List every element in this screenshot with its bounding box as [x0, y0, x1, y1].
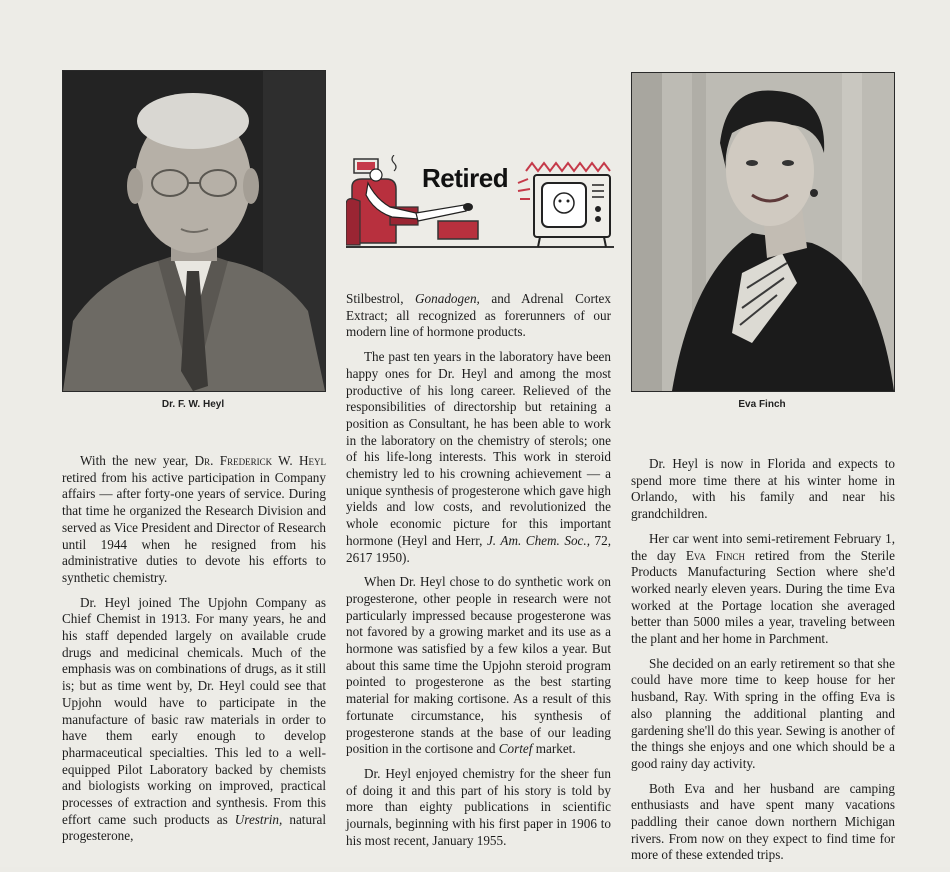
product-name: Cortef [498, 741, 533, 757]
portrait-photo-heyl [62, 70, 326, 392]
text-run: 72, 2617 1950). [346, 532, 612, 565]
person-name: Eva Finch [685, 547, 745, 563]
text-run: retired from the Sterile Products Manufacturing Section where she'd worked nearly eleven years. During the time Eva worked at the Portage location she averaged better than 5000 miles a year, traveling between the plant and her home in Parchment. [631, 547, 895, 647]
portrait-photo-finch [631, 72, 895, 392]
text-run: and Adrenal Cortex Extract; all recognized as forerunners of our modern line of hormone products. [346, 291, 612, 340]
paragraph [346, 291, 611, 341]
article-column-left [62, 453, 326, 853]
text-run: The past ten years in the laboratory have been happy ones for Dr. Heyl and among the most productive of his long career. Relieved of the responsibilities of directorship but retaining a position as Consultant, he has been able to work in the laboratory on the chemistry of sterols; one of his life-long interests. This work in steroid chemistry led to his crowning achievement — a unique synthesis of progesterone which gave high yields and low costs, and revolutionized the whole economic picture for this important hormone (Heyl and Herr, [346, 349, 611, 548]
text-run: natural progesterone, [62, 811, 326, 844]
paragraph: She decided on an early retirement so that she could have more time to keep house for her husband, Ray. With spring in the offing Eva is also planning the additional planting and gardening she'll do this year. Sewing is another of the things she enjoys and one which should be a good rainy day activity. [631, 655, 895, 771]
retired-title: Retired [422, 163, 509, 193]
article-column-right [631, 456, 895, 872]
text-run: When Dr. Heyl chose to do synthetic work on progesterone, other people in research were not particularly impressed because progesterone was not favored by a growing market and its use as a hormone was satisfied by a few kilos a year. But about this same time the Upjohn steroid program pointed to progesterone as the best starting material for making cortisone. As a result of this fortunate circumstance, his synthesis of progesterone stands at the base of our leading position in the cortisone and [346, 574, 611, 757]
text-run: Her car went into semi-retirement February 1, the day [631, 530, 895, 563]
citation: J. Am. Chem. Soc., [486, 532, 590, 548]
paragraph [62, 595, 326, 846]
paragraph: Dr. Heyl enjoyed chemistry for the sheer fun of doing it and this part of his story is told by more than eighty publications in scientific journals, beginning with his first paper in 1906 to his most recent, January 1955. [346, 765, 611, 848]
photo-caption-finch: Eva Finch [738, 399, 786, 410]
paragraph [346, 574, 611, 758]
product-name: Urestrin, [234, 811, 283, 827]
text-run: With the new year, [80, 453, 195, 468]
article-column-middle [346, 291, 611, 858]
text-run: Dr. Heyl joined The Upjohn Company as Chief Chemist in 1913. For many years, he and his staff depended largely on available crude drugs and medicinal chemicals. Much of the emphasis was on combinations of drugs, as it still is; but as time went by, Dr. Heyl could see that Upjohn would have to participate in the manufacture of basic raw materials in order to have them early enough to develop pharmaceutical specialties. This led to a well-equipped Pilot Laboratory backed by chemists and biologists working on improved, practical processes of extraction and synthesis. From this effort came such products as [62, 594, 326, 827]
paragraph [346, 349, 611, 566]
product-name: Gonadogen, [415, 291, 480, 306]
person-name: Dr. Frederick W. Heyl [194, 453, 326, 468]
text-run: Stilbestrol, [346, 291, 416, 306]
paragraph: Both Eva and her husband are camping enthusiasts and have spent many vacations paddling their canoe down northern Michigan rivers. From now on they expect to find time for more of these extended trips. [631, 780, 895, 863]
paragraph: Dr. Heyl is now in Florida and expects to spend more time there at his winter home in Orlando, with his family and near his grandchildren. [631, 456, 895, 522]
paragraph [631, 531, 895, 648]
text-run: market. [532, 741, 576, 757]
photo-caption-heyl: Dr. F. W. Heyl [161, 399, 225, 410]
paragraph [62, 453, 326, 587]
text-run: retired from his active participation in Company affairs — after forty-one years of service. During that time he organized the Research Division and served as Vice President and Director of Research until 1944 when he resigned from his administrative duties to devote his efforts to synthetic chemistry. [62, 469, 326, 585]
